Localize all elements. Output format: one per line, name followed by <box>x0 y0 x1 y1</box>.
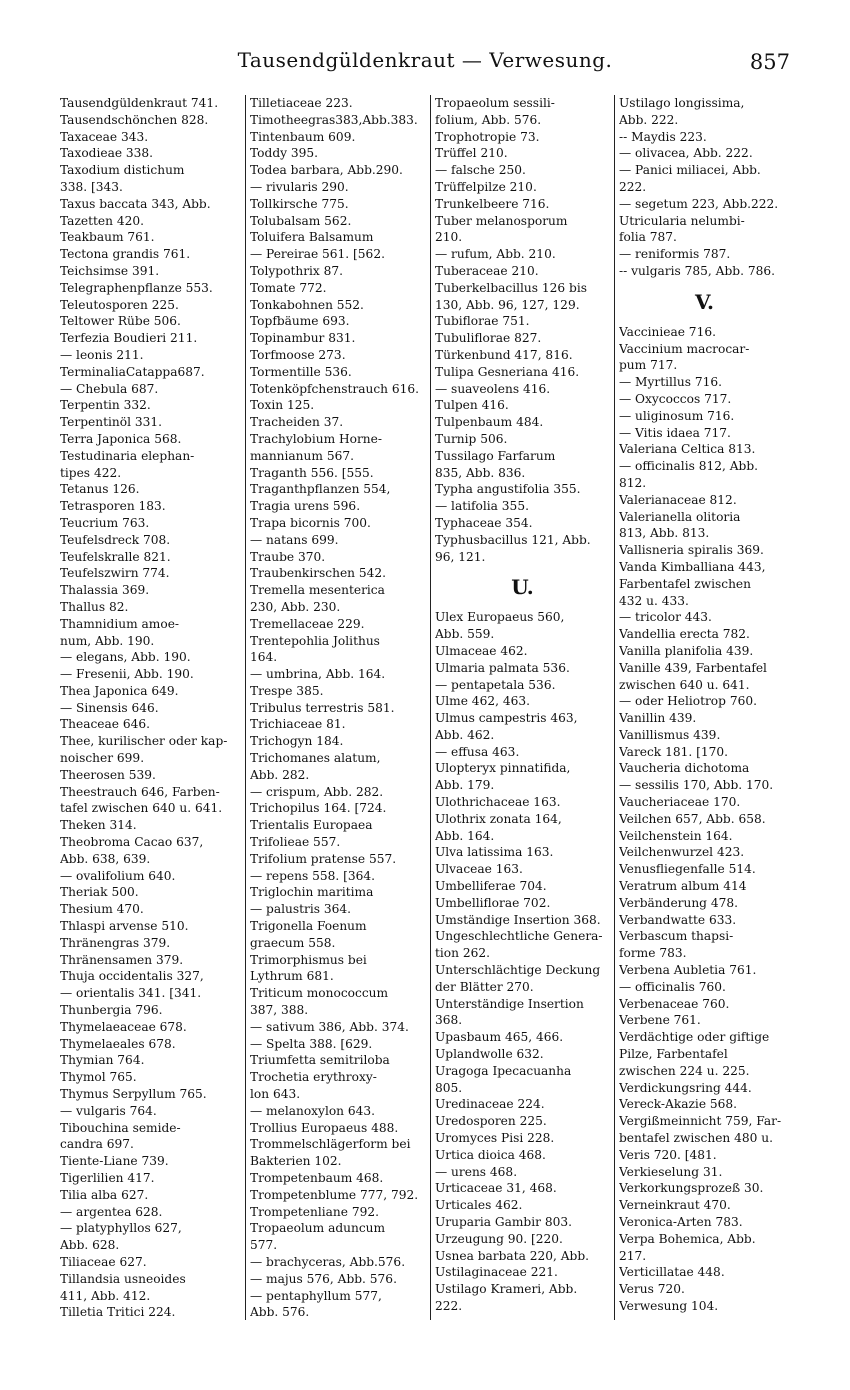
index-entry: Tuber melanosporum <box>435 213 568 228</box>
index-entry: Trentepohlia Jolithus <box>250 633 380 648</box>
index-entry: Utricularia nelumbi- <box>619 213 745 228</box>
index-entry: Vaccinieae 716. <box>619 324 716 339</box>
index-entry: — segetum 223, Abb.222. <box>619 196 779 211</box>
index-entry: tion 262. <box>435 946 490 961</box>
index-entry: — reniformis 787. <box>619 247 731 262</box>
index-entry: Veratrum album 414 <box>619 879 747 894</box>
index-entry: Thallus 82. <box>60 599 129 614</box>
index-entry: noischer 699. <box>60 751 145 766</box>
index-entry: Vanda Kimballiana 443, <box>619 559 766 574</box>
index-entry: Abb. 282. <box>250 767 310 782</box>
index-entry: Vaucheriaceae 170. <box>619 795 741 810</box>
index-entry: Terra Japonica 568. <box>60 431 182 446</box>
index-entry: Ulva latissima 163. <box>435 845 554 860</box>
index-entry: Tomate 772. <box>250 280 327 295</box>
index-column-1 <box>60 95 240 1320</box>
index-entry: — palustris 364. <box>250 902 352 917</box>
index-entry: Veilchenwurzel 423. <box>619 845 745 860</box>
index-entry: Totenköpfchenstrauch 616. <box>250 381 420 396</box>
index-entry: 411, Abb. 412. <box>60 1288 151 1303</box>
index-entry: Vandellia erecta 782. <box>619 627 750 642</box>
index-entry: Topfbäume 693. <box>250 314 350 329</box>
index-entry: forme 783. <box>619 946 687 961</box>
index-entry: Testudinaria elephan- <box>60 448 195 463</box>
index-entry: Terpentinöl 331. <box>60 415 162 430</box>
index-entry: — Panici miliacei, Abb. <box>619 163 761 178</box>
index-entry: Vanillin 439. <box>619 711 697 726</box>
index-entry: 368. <box>435 1013 463 1028</box>
index-entry: — effusa 463. <box>435 744 520 759</box>
index-entry: Pilze, Farbentafel <box>619 1047 728 1062</box>
index-entry: Ulmus campestris 463, <box>435 711 578 726</box>
index-entry: Veris 720. [481. <box>619 1147 717 1162</box>
index-entry: Theken 314. <box>60 818 137 833</box>
index-entry: — ovalifolium 640. <box>60 868 176 883</box>
index-entry: Abb. 576. <box>250 1305 310 1320</box>
index-entry: Trimorphismus bei <box>250 952 367 967</box>
index-entry: Uragoga Ipecacuanha <box>435 1063 572 1078</box>
index-entry: 432 u. 433. <box>619 593 689 608</box>
index-entry: — rufum, Abb. 210. <box>435 247 556 262</box>
index-entry: Verbenaceae 760. <box>619 996 730 1011</box>
index-entry: Trifolium pratense 557. <box>250 851 397 866</box>
index-entry: Lythrum 681. <box>250 969 334 984</box>
index-entry: Vaccinium macrocar- <box>619 341 750 356</box>
index-entry: Terfezia Boudieri 211. <box>60 331 198 346</box>
index-entry: Traubenkirschen 542. <box>250 566 387 581</box>
index-entry: — falsche 250. <box>435 163 526 178</box>
index-entry: Uromyces Pisi 228. <box>435 1131 555 1146</box>
index-entry: Tectona grandis 761. <box>60 247 191 262</box>
index-entry: Theaceae 646. <box>60 717 150 732</box>
index-entry: Valeriana Celtica 813. <box>619 442 756 457</box>
index-entry: — Chebula 687. <box>60 381 159 396</box>
index-entry: Thalassia 369. <box>60 583 150 598</box>
index-entry: — latifolia 355. <box>435 499 529 514</box>
index-entry: Topinambur 831. <box>250 331 356 346</box>
index-entry: Taxodium distichum <box>60 163 185 178</box>
index-entry: — leonis 211. <box>60 347 144 362</box>
index-entry: Tuberaceae 210. <box>435 263 539 278</box>
index-entry: Urticales 462. <box>435 1198 523 1213</box>
index-entry: Trophotropie 73. <box>435 129 540 144</box>
index-entry: Ulvaceae 163. <box>435 862 523 877</box>
index-entry: Triticum monococcum <box>250 986 389 1001</box>
index-entry: 222. <box>619 179 647 194</box>
index-entry: Trompetenblume 777, 792. <box>250 1187 419 1202</box>
index-entry: Teleutosporen 225. <box>60 297 179 312</box>
index-entry: Thuja occidentalis 327, <box>60 969 204 984</box>
index-entry: Tribulus terrestris 581. <box>250 700 395 715</box>
index-entry: 387, 388. <box>250 1003 309 1018</box>
index-entry: — pentaphyllum 577, <box>250 1288 382 1303</box>
index-entry: — urens 468. <box>435 1164 518 1179</box>
section-letter: U. <box>511 575 534 600</box>
index-entry: Turnip 506. <box>435 431 508 446</box>
index-entry: Trichogyn 184. <box>250 734 344 749</box>
index-entry: Tulpenbaum 484. <box>435 415 544 430</box>
index-entry: 813, Abb. 813. <box>619 526 710 541</box>
index-entry: Tibouchina semide- <box>60 1120 181 1135</box>
index-entry: Tubuliflorae 827. <box>435 331 542 346</box>
index-entry: tafel zwischen 640 u. 641. <box>60 801 223 816</box>
index-entry: Vanillismus 439. <box>619 727 721 742</box>
index-entry: Typhaceae 354. <box>435 515 533 530</box>
index-entry: — platyphyllos 627, <box>60 1221 182 1236</box>
index-entry: 96, 121. <box>435 549 486 564</box>
index-entry: Toluifera Balsamum <box>250 230 374 245</box>
index-entry: — officinalis 812, Abb. <box>619 459 759 474</box>
index-entry: Theestrauch 646, Farben- <box>60 784 220 799</box>
index-entry: Toddy 395. <box>250 146 319 161</box>
index-entry: Thymelaeaceae 678. <box>60 1019 187 1034</box>
index-entry: Trichomanes alatum, <box>250 751 381 766</box>
index-entry: Verdächtige oder giftige <box>619 1030 770 1045</box>
index-entry: — natans 699. <box>250 532 339 547</box>
index-entry: Trachylobium Horne- <box>250 431 382 446</box>
index-entry: 577. <box>250 1238 278 1253</box>
index-entry: TerminaliaCatappa687. <box>60 364 205 379</box>
index-entry: zwischen 640 u. 641. <box>619 677 750 692</box>
index-entry: — majus 576, Abb. 576. <box>250 1271 397 1286</box>
index-entry: Veilchenstein 164. <box>619 828 733 843</box>
index-entry: Vaucheria dichotoma <box>619 761 750 776</box>
index-entry: Thunbergia 796. <box>60 1003 163 1018</box>
index-entry: 210. <box>435 230 463 245</box>
index-entry: Taxaceae 343. <box>60 129 149 144</box>
index-entry: Tazetten 420. <box>60 213 144 228</box>
index-entry: Trifolieae 557. <box>250 835 341 850</box>
index-entry: Traube 370. <box>250 549 326 564</box>
index-entry: — suaveolens 416. <box>435 381 551 396</box>
index-entry: Thamnidium amoe- <box>60 616 180 631</box>
index-entry: Timotheegras383,Abb.383. <box>250 112 418 127</box>
index-entry: — vulgaris 764. <box>60 1103 157 1118</box>
index-entry: Umbelliferae 704. <box>435 879 547 894</box>
index-entry: Verbene 761. <box>619 1013 701 1028</box>
index-entry: Upasbaum 465, 466. <box>435 1030 564 1045</box>
index-entry: Teufelskralle 821. <box>60 549 171 564</box>
index-entry: — umbrina, Abb. 164. <box>250 667 386 682</box>
index-entry: Tragia urens 596. <box>250 499 361 514</box>
index-entry: Theriak 500. <box>60 885 139 900</box>
index-entry: Ulmaria palmata 536. <box>435 660 570 675</box>
index-entry: Venusfliegenfalle 514. <box>619 862 756 877</box>
index-entry: -- Maydis 223. <box>619 129 707 144</box>
index-entry: Taxus baccata 343, Abb. <box>60 196 211 211</box>
index-entry: Verkieselung 31. <box>619 1164 723 1179</box>
index-entry: Tracheiden 37. <box>250 415 344 430</box>
index-entry: Tulipa Gesneriana 416. <box>435 364 580 379</box>
index-entry: Thymus Serpyllum 765. <box>60 1087 207 1102</box>
index-entry: Typhusbacillus 121, Abb. <box>435 532 591 547</box>
index-entry: Teufelszwirn 774. <box>60 566 170 581</box>
index-column-2 <box>245 95 427 1320</box>
index-entry: Terpentin 332. <box>60 398 151 413</box>
index-entry: Tilia alba 627. <box>60 1187 149 1202</box>
index-entry: Taxodieae 338. <box>60 146 154 161</box>
index-entry: Todea barbara, Abb.290. <box>250 163 403 178</box>
index-entry: Umständige Insertion 368. <box>435 912 601 927</box>
index-entry: Uredinaceae 224. <box>435 1097 545 1112</box>
index-entry: Ustilaginaceae 221. <box>435 1265 558 1280</box>
index-entry: Thesium 470. <box>60 902 144 917</box>
index-column-3 <box>430 95 610 1320</box>
index-entry: — Sinensis 646. <box>60 700 159 715</box>
index-entry: Vanille 439, Farbentafel <box>619 660 767 675</box>
index-entry: tipes 422. <box>60 465 122 480</box>
index-entry: — tricolor 443. <box>619 610 712 625</box>
index-entry: Traganth 556. [555. <box>250 465 374 480</box>
index-entry: Tiliaceae 627. <box>60 1254 147 1269</box>
index-entry: Trunkelbeere 716. <box>435 196 550 211</box>
index-entry: Trommelschlägerform bei <box>250 1137 411 1152</box>
index-entry: Traganthpflanzen 554, <box>250 482 391 497</box>
index-entry: Trochetia erythroxy- <box>250 1070 377 1085</box>
index-entry: Vallisneria spiralis 369. <box>619 543 764 558</box>
index-entry: Teltower Rübe 506. <box>60 314 181 329</box>
index-entry: Trompetenbaum 468. <box>250 1171 384 1185</box>
index-entry: Telegraphenpflanze 553. <box>60 280 213 295</box>
index-entry: Trichiaceae 81. <box>250 717 346 732</box>
index-entry: Tolypothrix 87. <box>250 263 344 278</box>
index-entry: Trientalis Europaea <box>250 818 373 833</box>
index-entry: — Vitis idaea 717. <box>619 425 731 440</box>
index-entry: zwischen 224 u. 225. <box>619 1063 750 1078</box>
index-entry: Abb. 638, 639. <box>60 851 151 866</box>
index-entry: Thymelaeales 678. <box>60 1036 176 1051</box>
index-entry: — Oxycoccos 717. <box>619 391 732 406</box>
index-entry: — pentapetala 536. <box>435 677 556 692</box>
index-entry: Tilletia Tritici 224. <box>60 1305 176 1320</box>
index-entry: Uruparia Gambir 803. <box>435 1215 572 1229</box>
index-entry: — orientalis 341. [341. <box>60 986 202 1001</box>
index-entry: Unterständige Insertion <box>435 996 584 1011</box>
index-entry: Ulopteryx pinnatifida, <box>435 761 571 776</box>
index-entry: — argentea 628. <box>60 1204 163 1219</box>
index-entry: Tigerlilien 417. <box>60 1171 155 1185</box>
index-entry: Torfmoose 273. <box>250 347 346 362</box>
index-entry: Abb. 559. <box>435 627 495 642</box>
index-entry: 130, Abb. 96, 127, 129. <box>435 297 580 312</box>
index-entry: — Pereirae 561. [562. <box>250 247 385 262</box>
index-entry: Tausendgüldenkraut 741. <box>60 96 219 110</box>
index-entry: — sativum 386, Abb. 374. <box>250 1019 409 1034</box>
index-entry: Tetrasporen 183. <box>60 499 166 514</box>
index-entry: Tiente-Liane 739. <box>60 1154 169 1169</box>
index-entry: Uplandwolle 632. <box>435 1047 544 1062</box>
index-entry: Tremella mesenterica <box>250 583 385 598</box>
index-entry: Trespe 385. <box>250 683 324 698</box>
index-entry: Urtica dioica 468. <box>435 1147 546 1162</box>
index-entry: mannianum 567. <box>250 448 354 463</box>
index-entry: Türkenbund 417, 816. <box>435 347 573 362</box>
index-entry: — elegans, Abb. 190. <box>60 650 191 665</box>
index-entry: Valerianella olitoria <box>619 509 741 524</box>
index-entry: 222. <box>435 1298 463 1313</box>
index-entry: Tonkabohnen 552. <box>250 297 364 312</box>
index-entry: Tubiflorae 751. <box>435 314 530 329</box>
index-entry: Urzeugung 90. [220. <box>435 1231 563 1246</box>
index-entry: Theerosen 539. <box>60 767 156 782</box>
index-entry: Tropaeolum aduncum <box>250 1221 386 1236</box>
section-letter: V. <box>695 289 714 314</box>
index-entry: Usnea barbata 220, Abb. <box>435 1248 590 1263</box>
index-entry: — sessilis 170, Abb. 170. <box>619 778 774 793</box>
index-entry: — melanoxylon 643. <box>250 1103 376 1118</box>
index-entry: — Fresenii, Abb. 190. <box>60 667 194 682</box>
index-entry: Farbentafel zwischen <box>619 576 751 591</box>
index-entry: folium, Abb. 576. <box>435 112 542 127</box>
index-entry: Uredosporen 225. <box>435 1114 547 1129</box>
index-entry: Verbänderung 478. <box>619 895 738 910</box>
index-entry: Veronica-Arten 783. <box>619 1215 743 1229</box>
index-entry: Tetanus 126. <box>60 482 140 497</box>
index-entry: Teakbaum 761. <box>60 230 155 245</box>
index-entry: Verbena Aubletia 761. <box>619 963 757 978</box>
index-entry: Triumfetta semitriloba <box>250 1053 390 1068</box>
index-entry: Trichopilus 164. [724. <box>250 801 387 816</box>
index-entry: Verneinkraut 470. <box>619 1198 731 1213</box>
index-entry: Verpa Bohemica, Abb. <box>619 1231 756 1246</box>
index-entry: Trigonella Foenum <box>250 919 367 934</box>
index-entry: Abb. 628. <box>60 1238 120 1253</box>
index-entry: Abb. 462. <box>435 727 495 742</box>
index-entry: Ungeschlechtliche Genera- <box>435 929 603 944</box>
index-entry: Tuberkelbacillus 126 bis <box>435 280 587 295</box>
index-entry: Abb. 179. <box>435 778 495 793</box>
running-title: Tausendgüldenkraut — Verwesung. <box>237 48 613 72</box>
page-header <box>60 44 790 84</box>
index-entry: 805. <box>435 1080 463 1095</box>
index-entry: Ustilago longissima, <box>619 96 745 110</box>
index-entry: Ulmaceae 462. <box>435 643 528 658</box>
index-entry: Bakterien 102. <box>250 1154 342 1169</box>
index-entry: 230, Abb. 230. <box>250 599 341 614</box>
index-entry: — crispum, Abb. 282. <box>250 784 384 799</box>
index-entry: Tulpen 416. <box>435 398 509 413</box>
index-entry: 338. [343. <box>60 179 123 194</box>
index-entry: Verus 720. <box>619 1282 685 1297</box>
index-entry: bentafel zwischen 480 u. <box>619 1131 773 1146</box>
index-entry: Ulex Europaeus 560, <box>435 610 565 625</box>
index-entry: Ulothrichaceae 163. <box>435 795 561 810</box>
page-number: 857 <box>749 50 790 74</box>
index-entry: 835, Abb. 836. <box>435 465 526 480</box>
index-entry: Verbandwatte 633. <box>619 912 737 927</box>
index-entry: Trüffel 210. <box>435 146 508 161</box>
index-entry: Thränengras 379. <box>60 935 171 950</box>
index-entry: — uliginosum 716. <box>619 408 735 423</box>
index-entry: Tintenbaum 609. <box>250 129 356 144</box>
index-entry: -- vulgaris 785, Abb. 786. <box>619 263 775 278</box>
index-entry: Tausendschönchen 828. <box>60 112 209 127</box>
index-entry: Verbascum thapsi- <box>619 929 734 944</box>
index-entry: Trompetenliane 792. <box>250 1204 379 1219</box>
index-entry: Verkorkungsprozeß 30. <box>619 1181 764 1196</box>
index-entry: — Spelta 388. [629. <box>250 1036 373 1051</box>
index-entry: Thee, kurilischer oder kap- <box>60 734 228 749</box>
index-entry: Thymol 765. <box>60 1070 137 1085</box>
index-entry: lon 643. <box>250 1087 301 1102</box>
index-entry: Toxin 125. <box>250 398 315 413</box>
index-column-4 <box>614 95 790 1320</box>
index-entry: Valerianaceae 812. <box>619 492 737 507</box>
index-columns <box>60 95 790 1320</box>
index-entry: Vereck-Akazie 568. <box>619 1097 738 1112</box>
index-entry: — oder Heliotrop 760. <box>619 694 757 709</box>
index-entry: Ulothrix zonata 164, <box>435 811 562 826</box>
index-entry: Verticillatae 448. <box>619 1265 725 1280</box>
index-entry: Vareck 181. [170. <box>619 744 728 759</box>
index-entry: candra 697. <box>60 1137 134 1152</box>
index-entry: Tolubalsam 562. <box>250 213 352 228</box>
index-entry: folia 787. <box>619 230 677 245</box>
index-entry: Theobroma Cacao 637, <box>60 835 204 850</box>
index-entry: Tussilago Farfarum <box>435 448 556 463</box>
index-entry: 164. <box>250 650 278 665</box>
index-entry: Vanilla planifolia 439. <box>619 643 754 658</box>
index-entry: pum 717. <box>619 358 678 373</box>
index-entry: Verdickungsring 444. <box>619 1080 752 1095</box>
index-entry: Umbelliflorae 702. <box>435 895 551 910</box>
index-entry: Tormentille 536. <box>250 364 352 379</box>
index-entry: Thränensamen 379. <box>60 952 184 967</box>
index-entry: Tillandsia usneoides <box>60 1271 186 1286</box>
index-entry: — olivacea, Abb. 222. <box>619 146 753 161</box>
index-entry: Thea Japonica 649. <box>60 683 179 698</box>
index-entry: Thlaspi arvense 510. <box>60 919 189 934</box>
index-entry: Ustilago Krameri, Abb. <box>435 1282 578 1297</box>
index-entry: Abb. 164. <box>435 828 495 843</box>
index-entry: Teufelsdreck 708. <box>60 532 171 547</box>
index-entry: 217. <box>619 1248 647 1263</box>
index-entry: — rivularis 290. <box>250 179 349 194</box>
index-entry: Unterschlächtige Deckung <box>435 963 601 978</box>
index-entry: — repens 558. [364. <box>250 868 375 883</box>
index-entry: Trollius Europaeus 488. <box>250 1120 399 1135</box>
index-entry: — officinalis 760. <box>619 979 726 994</box>
index-entry: — brachyceras, Abb.576. <box>250 1254 406 1269</box>
index-entry: — Myrtillus 716. <box>619 375 722 390</box>
index-entry: graecum 558. <box>250 935 336 950</box>
index-entry: Tollkirsche 775. <box>250 196 349 211</box>
index-entry: Abb. 222. <box>619 112 679 127</box>
index-entry: Trapa bicornis 700. <box>250 515 371 530</box>
index-entry: Teichsimse 391. <box>60 263 160 278</box>
index-entry: Verwesung 104. <box>619 1298 719 1313</box>
index-entry: Trüffelpilze 210. <box>435 179 537 194</box>
index-entry: Urticaceae 31, 468. <box>435 1181 557 1196</box>
index-entry: Typha angustifolia 355. <box>435 482 581 497</box>
index-entry: Teucrium 763. <box>60 515 150 530</box>
index-entry: Tremellaceae 229. <box>250 616 365 631</box>
index-entry: Tilletiaceae 223. <box>250 96 353 110</box>
index-entry: Veilchen 657, Abb. 658. <box>619 811 766 826</box>
index-entry: Triglochin maritima <box>250 885 374 900</box>
index-entry: Ulme 462, 463. <box>435 694 530 709</box>
index-entry: der Blätter 270. <box>435 979 534 994</box>
index-entry: num, Abb. 190. <box>60 633 155 648</box>
index-entry: 812. <box>619 475 647 490</box>
index-entry: Thymian 764. <box>60 1053 145 1068</box>
index-entry: Vergißmeinnicht 759, Far- <box>619 1114 782 1129</box>
index-entry: Tropaeolum sessili- <box>435 96 555 110</box>
